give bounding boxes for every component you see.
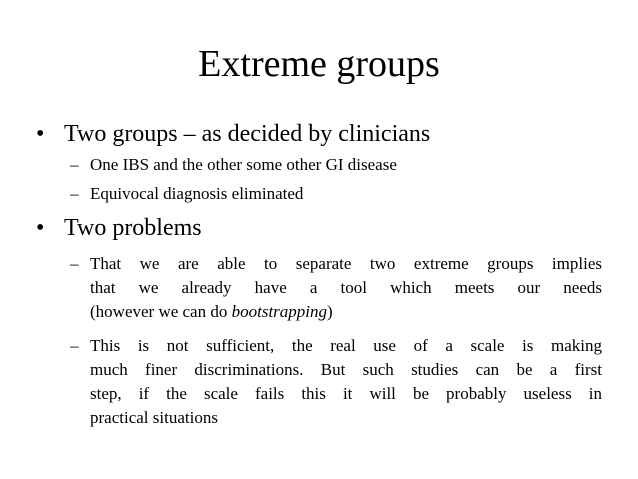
slide-title: Extreme groups xyxy=(198,43,440,85)
text-line: practical situations xyxy=(90,408,218,427)
bullet-text: Two groups – as decided by clinicians xyxy=(64,121,431,147)
text-line: much finer discriminations. But such studies can be a first xyxy=(90,360,602,379)
dash-mark: – xyxy=(70,254,79,273)
sub-bullet-body xyxy=(90,252,602,324)
text-line: that we already have a tool which meets our needs xyxy=(90,278,602,297)
text-line: step, if the scale fails this it will be probably useless in xyxy=(90,384,602,403)
bullet-mark: • xyxy=(36,121,45,147)
dash-mark: – xyxy=(70,184,79,203)
sub-bullet-body xyxy=(90,334,602,430)
dash-mark: – xyxy=(70,155,79,174)
text-line xyxy=(90,300,602,324)
text-fragment: ) xyxy=(327,302,333,321)
bullet-mark: • xyxy=(36,215,45,241)
text-line: This is not sufficient, the real use of a scale is making xyxy=(90,336,602,355)
dash-mark: – xyxy=(70,336,79,355)
emphasis-bootstrapping: bootstrapping xyxy=(231,302,328,321)
bullet-text: Two problems xyxy=(64,215,202,241)
sub-bullet-text: One IBS and the other some other GI disease xyxy=(90,155,397,174)
text-fragment: (however we can do xyxy=(90,302,232,321)
sub-bullet-text: Equivocal diagnosis eliminated xyxy=(90,184,304,203)
text-line: That we are able to separate two extreme groups implies xyxy=(90,254,602,273)
